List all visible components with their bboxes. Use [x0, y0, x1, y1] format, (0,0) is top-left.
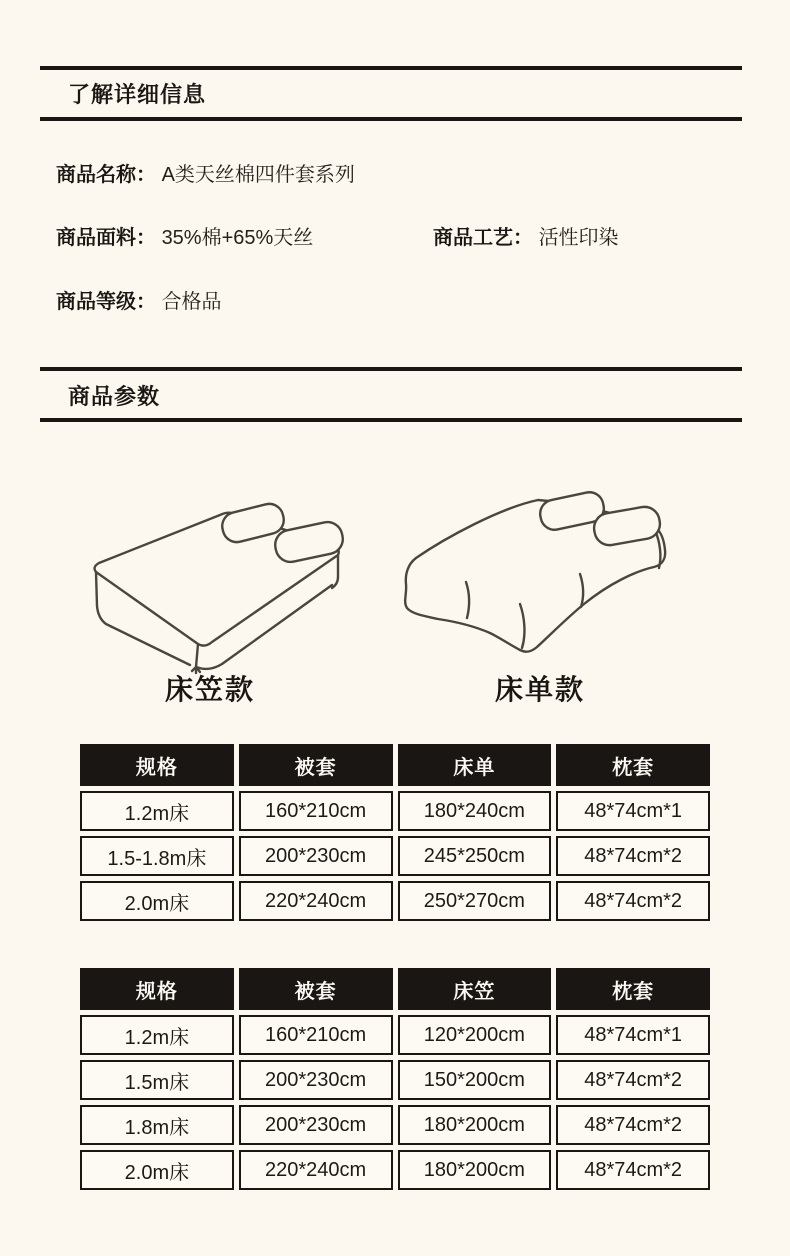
size-table-cell: 220*240cm	[239, 881, 393, 921]
size-table-cell: 160*210cm	[239, 791, 393, 831]
size-table-cell: 1.5m床	[80, 1060, 234, 1100]
size-table-cell: 48*74cm*1	[556, 791, 710, 831]
product-craft-row	[433, 221, 619, 250]
size-table-cell: 200*230cm	[239, 1060, 393, 1100]
size-table-header-cell: 床单	[398, 744, 552, 786]
size-table-cell: 180*200cm	[398, 1105, 552, 1145]
size-table-header-cell: 被套	[239, 968, 393, 1010]
section-divider-line	[40, 117, 742, 121]
section-title-details: 了解详细信息	[68, 82, 207, 107]
size-table-cell: 180*200cm	[398, 1150, 552, 1190]
size-table-cell: 200*230cm	[239, 836, 393, 876]
figure-caption-fitted: 床笠款	[164, 674, 255, 705]
flat-sheet-bed-illustration	[390, 470, 690, 670]
size-table-cell: 250*270cm	[398, 881, 552, 921]
size-table-cell: 1.5-1.8m床	[80, 836, 234, 876]
size-table-cell: 1.2m床	[80, 791, 234, 831]
figure-flat-sheet	[390, 470, 690, 670]
product-fabric-value: 35%棉+65%天丝	[161, 227, 314, 249]
size-table-header-cell: 被套	[239, 744, 393, 786]
product-craft-label: 商品工艺：	[433, 227, 533, 249]
product-name-value: A类天丝棉四件套系列	[161, 164, 355, 186]
size-table-cell: 48*74cm*2	[556, 1060, 710, 1100]
size-table-cell: 180*240cm	[398, 791, 552, 831]
size-table-cell: 48*74cm*2	[556, 1105, 710, 1145]
size-table-header-cell: 枕套	[556, 968, 710, 1010]
size-table-cell: 245*250cm	[398, 836, 552, 876]
product-name-row	[56, 158, 355, 187]
size-table-header-cell: 规格	[80, 744, 234, 786]
size-table-header-cell: 枕套	[556, 744, 710, 786]
size-table-cell: 48*74cm*2	[556, 836, 710, 876]
size-table-cell: 48*74cm*2	[556, 1150, 710, 1190]
section-divider-line	[40, 367, 742, 371]
section-divider-line	[40, 66, 742, 70]
product-craft-value: 活性印染	[538, 227, 619, 249]
size-table-cell: 1.8m床	[80, 1105, 234, 1145]
product-grade-label: 商品等级：	[56, 291, 156, 313]
size-table-cell: 48*74cm*2	[556, 881, 710, 921]
product-grade-value: 合格品	[161, 291, 222, 313]
size-table-cell: 160*210cm	[239, 1015, 393, 1055]
section-title-params: 商品参数	[68, 384, 161, 409]
fitted-sheet-bed-illustration	[60, 478, 360, 678]
product-grade-row	[56, 285, 222, 314]
figure-fitted-sheet	[60, 478, 360, 678]
size-table-cell: 2.0m床	[80, 1150, 234, 1190]
size-table-header-cell: 床笠	[398, 968, 552, 1010]
fitted-sheet-size-table	[80, 968, 710, 1190]
size-table-header-cell: 规格	[80, 968, 234, 1010]
size-table-cell: 2.0m床	[80, 881, 234, 921]
size-table-cell: 220*240cm	[239, 1150, 393, 1190]
size-table-cell: 120*200cm	[398, 1015, 552, 1055]
size-table-cell: 48*74cm*1	[556, 1015, 710, 1055]
product-name-label: 商品名称：	[56, 164, 156, 186]
size-table-cell: 150*200cm	[398, 1060, 552, 1100]
size-table-cell: 200*230cm	[239, 1105, 393, 1145]
figure-caption-flat: 床单款	[494, 674, 585, 705]
section-divider-line	[40, 418, 742, 422]
product-fabric-row	[56, 221, 313, 250]
size-table-cell: 1.2m床	[80, 1015, 234, 1055]
product-fabric-label: 商品面料：	[56, 227, 156, 249]
flat-sheet-size-table	[80, 744, 710, 921]
